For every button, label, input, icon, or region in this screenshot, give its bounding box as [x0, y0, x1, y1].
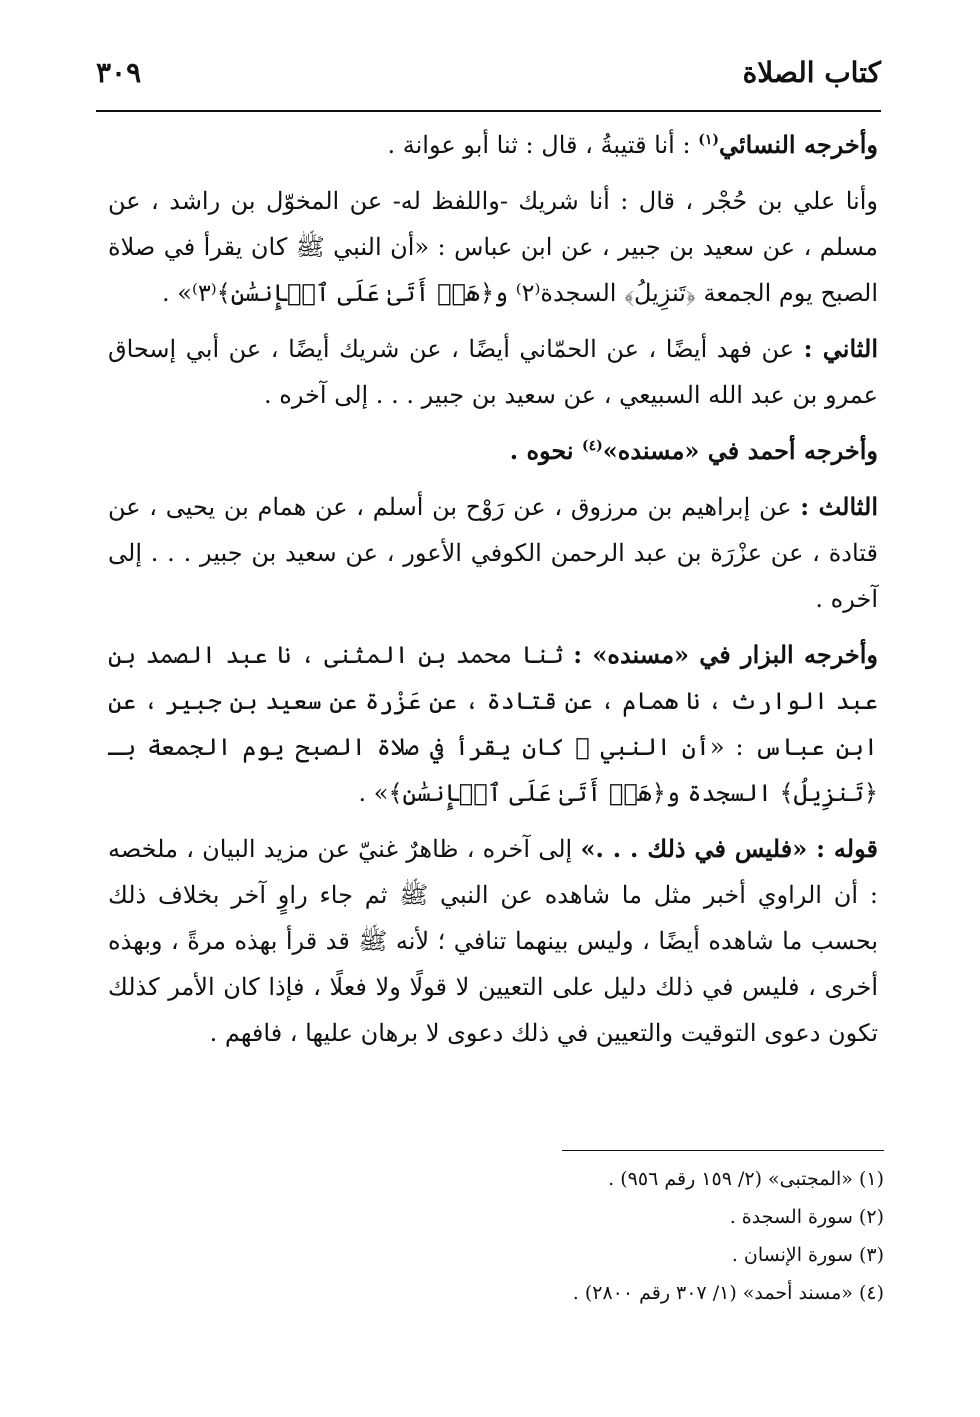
paragraph-3 — [108, 326, 878, 418]
paragraph-1 — [108, 122, 878, 168]
footnote-ref: (١) — [698, 132, 719, 148]
paragraph-lead: الثالث : — [800, 492, 878, 521]
paragraph-6 — [108, 632, 878, 816]
footnotes — [99, 1160, 884, 1312]
paragraph-2 — [108, 178, 878, 316]
footnote-ref: (٤) — [581, 438, 603, 454]
paragraph-4 — [108, 428, 878, 474]
running-title: كتاب الصلاة — [742, 56, 881, 89]
paragraph-7 — [108, 826, 878, 1056]
page-header — [96, 48, 881, 98]
paragraph-lead: الثاني : — [803, 334, 878, 363]
paragraph-text: : أنا قتيبةُ ، قال : ثنا أبو عوانة . — [387, 131, 699, 159]
page-number: ٣٠٩ — [96, 56, 142, 89]
footnote-3: (٣) سورة الإنسان . — [731, 1244, 884, 1266]
paragraph-lead: وأخرجه البزار في «مسنده» : — [573, 640, 878, 669]
footnote-2: (٢) سورة السجدة . — [729, 1206, 884, 1228]
paragraph-text: نحوه . — [509, 436, 582, 465]
paragraph-5 — [108, 484, 878, 622]
main-text — [108, 122, 878, 1066]
paragraph-lead: وأخرجه النسائي — [718, 130, 878, 159]
paragraph-text: عن فهد أيضًا ، عن الحمّاني أيضًا ، عن شريك أيضًا ، عن أبي إسحاق عمرو بن عبد الله السبيعي ، عن سعيد بن جبير . . . إلى آخره . — [108, 335, 878, 409]
paragraph-text: عن إبراهيم بن مرزوق ، عن رَوْح بن أسلم ، عن همام بن يحيى ، عن قتادة ، عن عزْرَة بن عبد الرحمن الكوفي الأعور ، عن سعيد بن جبير . . . إلى آخره . — [108, 493, 879, 613]
footnote-1: (١) «المجتبى» (٢/ ١٥٩ رقم ٩٥٦) . — [608, 1168, 884, 1190]
footnote-4: (٤) «مسند أحمد» (١/ ٣٠٧ رقم ٢٨٠٠) . — [572, 1282, 884, 1304]
paragraph-text: ثنا محمد بن المثنى ، نا عبد الصمد بن عبد الوارث ، نا همام ، عن قتادة ، عن عَزْرة عن سعيد بن جبير ، عن ابن عباس : «أن النبي ﷺ كان يقرأ في صلاة الصبح يوم الجمعة بـ ﴿تَنزِيلُ﴾ السجدة و﴿هَلۡ أَتَىٰ عَلَى ٱلۡإِنسَٰنِ﴾» . — [108, 641, 878, 807]
footnote-rule — [562, 1150, 884, 1151]
paragraph-text: إلى آخره ، ظاهرٌ غنيّ عن مزيد البيان ، ملخصه : أن الراوي أخبر مثل ما شاهده عن النبي ﷺ ثم جاء راوٍ آخر بخلاف ذلك بحسب ما شاهده أيضًا ، وليس بينهما تنافي ؛ لأنه ﷺ قد قرأ بهذه مرةً ، وبهذه أخرى ، فليس في ذلك دليل على التعيين لا قولًا ولا فعلًا ، فإذا كان الأمر كذلك تكون دعوى التوقيت والتعيين في ذلك دعوى لا برهان عليها ، فافهم . — [108, 835, 878, 1047]
paragraph-lead: قوله : «فليس في ذلك . . .» — [580, 834, 878, 863]
paragraph-lead: وأخرجه أحمد في «مسنده» — [602, 436, 878, 465]
paragraph-text: وأنا علي بن حُجْر ، قال : أنا شريك -واللفظ له- عن المخوّل بن راشد ، عن مسلم ، عن سعيد بن جبير ، عن ابن عباس : «أن النبي ﷺ كان يقرأ في صلاة الصبح يوم الجمعة ﴿تَنزِيلُ﴾ السجدة⁽٢⁾ و﴿هَلۡ أَتَىٰ عَلَى ٱلۡإِنسَٰنِ﴾⁽٣⁾» . — [108, 187, 878, 307]
header-rule — [96, 110, 881, 112]
